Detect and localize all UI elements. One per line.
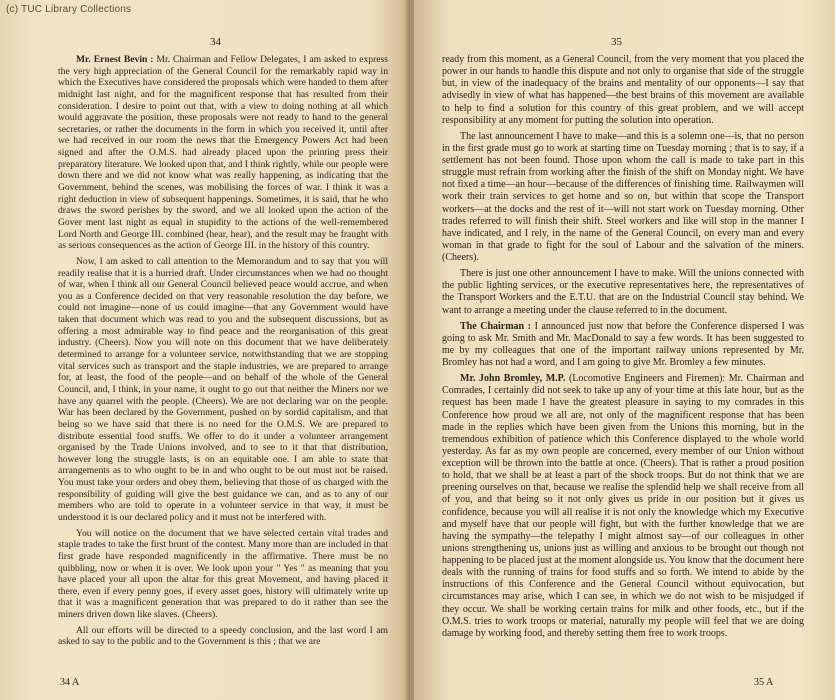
right-page	[414, 0, 835, 700]
page-body	[58, 54, 388, 652]
paragraph-text: All our efforts will be directed to a speedy conclusion, and the last word I am asked to say to the public and to the Government is this ; that we are	[58, 624, 388, 648]
paragraph	[58, 625, 388, 648]
page-footer: 34 A	[60, 677, 80, 688]
page-body	[442, 54, 804, 644]
paragraph-text: Mr. Chairman and Fellow Delegates, I am asked to express the very high appreciation of the General Council for the remarkably rapid way in which the Executives have considered the proposals which were handed to them after midnight last night, and for the magnificent response that has resulted from their consideration. I desire to point out that, with a view to doing nothing at all which would aggravate the position, these proposals were not ready to hand to the general secretaries, or rather the documents in the form in which you received it, until after we had received in our room the news that the Emergency Powers Act had been signed and after the O.M.S. had already placed upon the printing press their preparatory literature. We looked upon that, and I think rightly, while our people were down there and we did not know what was really happening, as indicating that the Government, behind the scenes, was mobilising the forces of war. I think it was a right deduction in view of subsequent happenings. Sometimes, it is said, that he who draws the sword perishes by the sword, and we all looked upon the action of the Gover ment last night as equal in stupidity to the actions of the well-remembered Lord North and George III. combined (hear, hear), and the result may be fraught with as serious consequences as the action of George III. in the history of this country.	[58, 54, 388, 252]
speaker-name: The Chairman :	[460, 320, 532, 332]
page-number: 35	[611, 36, 622, 48]
paragraph	[58, 528, 388, 621]
paragraph-text: You will notice on the document that we have selected certain vital trades and staple trades to take the first brunt of the contest. Many more than are included in that first grade have responded magnificently in the affirmative. There must be no quibbling, now or when it is over. We look upon your " Yes " as meaning that you have placed your all upon the altar for this great Movement, and having placed it there, even if every penny goes, if every asset goes, history will ultimately write up that it was a magnificent generation that was prepared to do it rather than see the miners driven down like slaves. (Cheers).	[58, 527, 388, 621]
speaker-name: Mr. John Bromley, M.P.	[460, 373, 566, 385]
paragraph	[442, 373, 804, 640]
paragraph-text: I announced just now that before the Conference dispersed I was going to ask Mr. Smith and Mr. MacDonald to say a few words. It has been suggested to me by my colleagues that one of the important railway unions represented by Mr. Bromley has not had a word, and I am going to give Mr. Bromley a few minutes.	[442, 320, 804, 368]
paragraph	[442, 54, 804, 127]
page-number: 34	[210, 36, 221, 48]
watermark: (c) TUC Library Collections	[6, 4, 132, 15]
paragraph	[442, 268, 804, 317]
paragraph-text: (Locomotive Engineers and Firemen): Mr. Chairman and Comrades, I certainly did not seek to take up any of your time at this late hour, but as the request has been made I have the greatest pleasure in saying to my comrades in this Conference how proud we all are, not only of the magnificent response that has been made in the replies which have been given from the Unions this morning, but in the tremendous exhibition of patience which this Conference displayed to the whole world yesterday. As far as my own people are concerned, every member of our Union without exception will be thrown into the battle at once. (Cheers). That is rather a proud position to hold, that we shall be at least a part of the shock troops. But do not think that we are preening ourselves on that, because we realise the splendid help we shall receive from all of you, and that being so it not only gives us pride in our position but it gives us confidence, because you will all realise it is not only the knowledge which my Executive and myself have that our people will fight, but with the further knowledge that we are having the sympathy—the telepathy I might almost say—of our colleagues in other unions strengthening us, unions just as willing and anxious to be brought out though not happening to be placed just at the moment alongside us. You know that the document here deals with the running of trains for food stuffs and so forth. We intend to abide by the instructions of this Conference and the General Council without equivocation, but circumstances may arise, which I can see, in which we do not wish to be misjudged if they occur. We shall be working certain trains for milk and other foods, etc., but if the O.M.S. tries to work troops or material, naturally my people will feel that we are doing damage by working food, and thereby setting them free to work troops.	[442, 373, 804, 639]
paragraph	[442, 131, 804, 264]
page-footer: 35 A	[754, 677, 774, 688]
paragraph-text: ready from this moment, as a General Council, from the very moment that you placed the power in our hands to handle this dispute and not only to organise that side of the struggle but, in view of the inadequacy of the brains and mentality of our opponents—I say that advisedly in view of what has happened—the best brains of this movement are available to help to find a solution for this country of this great problem, and we will accept responsibility at any moment for putting the solution into operation.	[442, 54, 804, 126]
speaker-name: Mr. Ernest Bevin :	[76, 54, 154, 65]
paragraph	[58, 256, 388, 524]
paragraph-text: The last announcement I have to make—and this is a solemn one—is, that no person in the first grade must go to work at starting time on Tuesday morning ; that is to say, if a settlement has not been found. Those upon whom the call is made to take part in this struggle must refrain from working after the finish of the shift on Monday night. We have not fixed a time—an hour—because of the differences of finishing time. Railwaymen will work their train services to get home and so on, but within that scope the Transport workers—at the docks and the rest of it—will not start work on Tuesday morning. Other trades referred to will finish their shift. Steel workers and like will stop in the manner I have indicated, and I rely, in the name of the General Council, on every man and every woman in that grade to fight for the soul of Labour and the salvation of the miners. (Cheers).	[442, 130, 804, 263]
left-page	[0, 0, 410, 700]
paragraph-text: Now, I am asked to call attention to the Memorandum and to say that you will readily realise that it is a hurried draft. Under circumstances when we had no thought of war, when I think all our General Council believed peace would accrue, and when you as a Conference decided on that very reasonable resolution the day before, we could not imagine—none of us could imagine—that any Government would have taken that document which was read to you and the subsequent discussions, but as offering a most admirable way to find peace and the reorganisation of this great industry. (Cheers). Now you will note on this document that we have deliberately determined to arrange for a volunteer service, notwithstanding that we are stopping vital services such as transport and the staple industries, we are prepared to arrange for, at least, the food of the people—and on behalf of the whole of the General Council, and, I think, in your name, it ought to go out that neither the Miners nor we have any quarrel with the people. (Cheers). We are not declaring war on the people. War has been declared by the Government, pushed on by sordid capitalism, and that being so we have said that there is no need for the O.M.S. We are prepared to distribute essential food stuffs. We offer to do it under a volunteer arrangement organised by the Trade Unions involved, and to see to it that that distribution, however long the struggle lasts, is on an equitable one. I am able to state that arrangements as to who ought to be in and who ought to be out must not be raised. You must take your orders and obey them, believing that those of us charged with the responsibility of guiding will give the best guidance we can, and as to any of our members who are told to operate in a volunteer service in that way, it must be understood it is our declared policy and it must not be interfered with.	[58, 255, 388, 523]
paragraph-text: There is just one other announcement I have to make. Will the unions connected with the public lighting services, or the executive representatives here, the representatives of the Transport Workers and the E.T.U. that are on the Industrial Council stay behind. We want to arrange a meeting under the clause referred to in the document.	[442, 268, 804, 316]
paragraph	[442, 321, 804, 370]
paragraph	[58, 54, 388, 252]
